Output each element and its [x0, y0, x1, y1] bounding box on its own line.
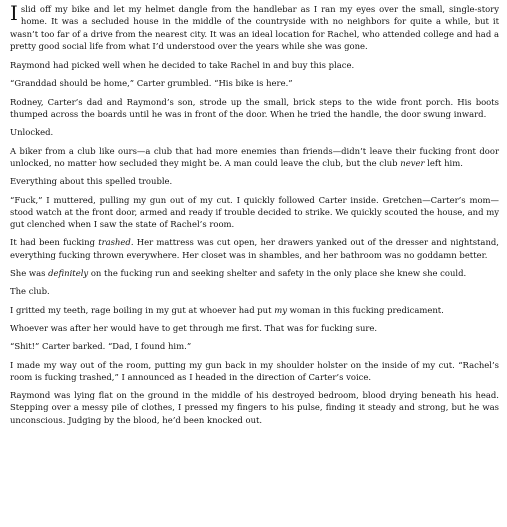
paragraph-text: Raymond had picked well when he decided to take Rachel in and buy this place. — [10, 60, 355, 71]
paragraph-text: “Granddad should be home,” Carter grumbled. “His bike is here.” — [10, 78, 293, 89]
paragraph-text: The club. — [10, 286, 50, 297]
paragraph — [10, 267, 499, 279]
paragraph — [10, 145, 499, 170]
paragraph-text: Whoever was after her would have to get through me first. That was for fucking sure. — [10, 322, 378, 333]
paragraph-text: on the fucking run and seeking shelter and safety in the only place she knew she could. — [88, 268, 467, 279]
paragraph-text: She was — [10, 268, 49, 279]
paragraph — [10, 77, 499, 89]
paragraph-text: “Fuck,” I muttered, pulling my gun out of my cut. I quickly followed Carter inside. Gretchen—Carter’s mom—stood watch at the front door, armed and ready if trouble decided to strike. We quickly scouted the house, and my gut clenched when I saw the state of Rachel’s room. — [10, 194, 499, 230]
paragraph-text: I made my way out of the room, putting my gun back in my shoulder holster on the inside of my cut. “Rachel’s room is fucking trashed,” I announced as I headed in the direction of Carter’s voice. — [10, 359, 499, 382]
emphasis: trashed — [98, 237, 131, 248]
paragraph — [10, 59, 499, 71]
paragraph-text: I gritted my teeth, rage boiling in my gut at whoever had put — [10, 304, 275, 315]
paragraph — [10, 359, 499, 384]
paragraph-text: It had been fucking — [10, 237, 99, 248]
paragraph-text: Rodney, Carter’s dad and Raymond’s son, strode up the small, brick steps to the wide front porch. His boots thumped across the boards until he was in front of the door. When he tried the handle, the door swung inward. — [10, 96, 499, 120]
paragraph — [10, 236, 499, 261]
paragraph — [10, 285, 499, 297]
paragraph-opening — [10, 3, 499, 52]
paragraph-text: “Shit!” Carter barked. “Dad, I found him.” — [10, 341, 192, 352]
emphasis: definitely — [48, 268, 89, 279]
emphasis: never — [400, 157, 425, 168]
paragraph — [10, 126, 499, 138]
emphasis: my — [274, 304, 287, 315]
paragraph-text: Unlocked. — [10, 127, 54, 138]
paragraph-text: left him. — [424, 157, 463, 168]
paragraph — [10, 322, 499, 334]
paragraph-text: . Her mattress was cut open, her drawers yanked out of the dresser and nightstand, everything fucking thrown everywhere. Her closet was in shambles, and her bathroom was no goddamn better. — [10, 237, 499, 260]
paragraph-text: woman in this fucking predicament. — [286, 304, 444, 315]
paragraph-text: A biker from a club like ours—a club that had more enemies than friends—didn’t leave their fucking front door unlocked, no matter how secluded they might be. A man could leave the club, but the club — [10, 145, 499, 168]
paragraph — [10, 304, 499, 316]
paragraph — [10, 194, 499, 231]
drop-cap: I — [10, 1, 18, 25]
paragraph — [10, 389, 499, 426]
paragraph — [10, 340, 499, 352]
paragraph — [10, 175, 499, 187]
paragraph-text: Raymond was lying flat on the ground in the middle of his destroyed bedroom, blood drying beneath his head. Stepping over a messy pile of clothes, I pressed my fingers to his pulse, finding it steady and strong, but he was unconscious. Judging by the blood, he’d been knocked out. — [10, 390, 499, 425]
paragraph-text: slid off my bike and let my helmet dangle from the handlebar as I ran my eyes over the small, single-story home. It was a secluded house in the middle of the countryside with no neighbors for quite a while, but it wasn’t too far of a drive from the nearest city. It was an ideal location for Rachel, who attended college and had a pretty good social life from what I’d understood over the years while she was gone. — [10, 4, 499, 51]
paragraph-text: Everything about this spelled trouble. — [10, 176, 173, 187]
paragraph — [10, 96, 499, 121]
